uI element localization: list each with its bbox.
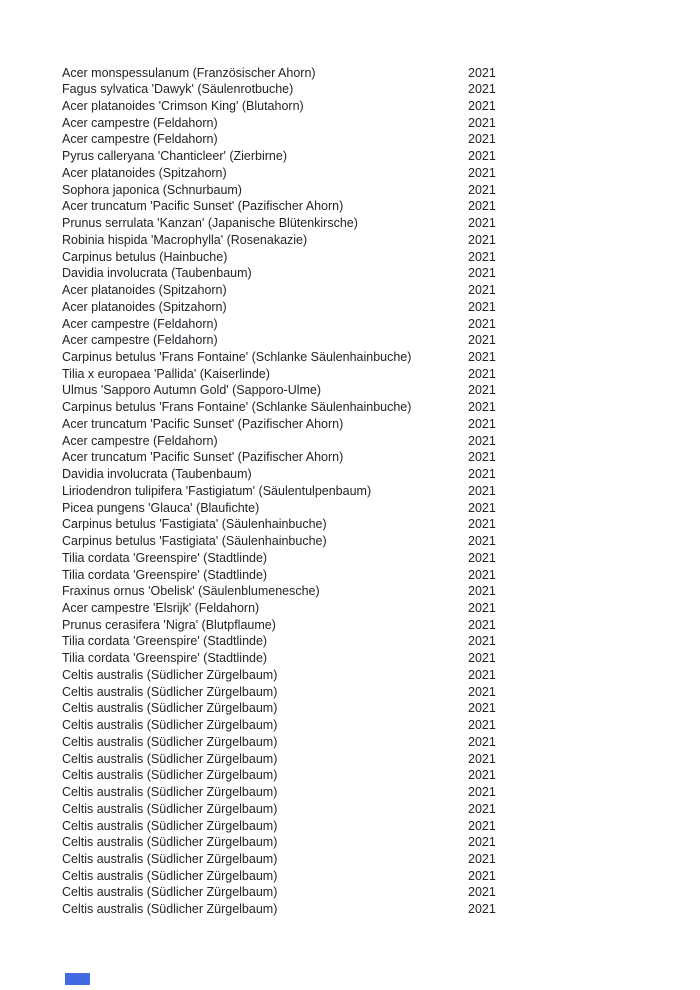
table-row <box>62 868 637 885</box>
table-row <box>62 851 637 868</box>
table-row <box>62 65 637 82</box>
species-cell: Celtis australis (Südlicher Zürgelbaum) <box>62 785 278 800</box>
year-cell: 2021 <box>468 383 496 398</box>
table-row <box>62 650 637 667</box>
species-cell: Celtis australis (Südlicher Zürgelbaum) <box>62 868 278 883</box>
species-cell: Celtis australis (Südlicher Zürgelbaum) <box>62 718 278 733</box>
table-row <box>62 198 637 215</box>
species-cell: Davidia involucrata (Taubenbaum) <box>62 266 252 281</box>
table-row <box>62 215 637 232</box>
species-cell: Pyrus calleryana 'Chanticleer' (Zierbirne) <box>62 149 287 164</box>
table-row <box>62 734 637 751</box>
table-row <box>62 767 637 784</box>
table-row <box>62 550 637 567</box>
year-cell: 2021 <box>468 400 496 415</box>
species-cell: Sophora japonica (Schnurbaum) <box>62 182 242 197</box>
species-cell: Carpinus betulus 'Frans Fontaine' (Schlanke Säulenhainbuche) <box>62 349 412 364</box>
species-cell: Acer campestre (Feldahorn) <box>62 115 218 130</box>
year-cell: 2021 <box>468 718 496 733</box>
table-row <box>62 433 637 450</box>
table-row <box>62 700 637 717</box>
table-row <box>62 98 637 115</box>
year-cell: 2021 <box>468 550 496 565</box>
year-cell: 2021 <box>468 132 496 147</box>
year-cell: 2021 <box>468 768 496 783</box>
species-cell: Celtis australis (Südlicher Zürgelbaum) <box>62 818 278 833</box>
year-cell: 2021 <box>468 534 496 549</box>
species-cell: Picea pungens 'Glauca' (Blaufichte) <box>62 500 260 515</box>
species-cell: Celtis australis (Südlicher Zürgelbaum) <box>62 751 278 766</box>
year-cell: 2021 <box>468 366 496 381</box>
species-cell: Prunus cerasifera 'Nigra' (Blutpflaume) <box>62 617 276 632</box>
table-row <box>62 834 637 851</box>
species-cell: Prunus serrulata 'Kanzan' (Japanische Blütenkirsche) <box>62 216 358 231</box>
table-row <box>62 466 637 483</box>
year-cell: 2021 <box>468 617 496 632</box>
year-cell: 2021 <box>468 835 496 850</box>
species-cell: Acer campestre (Feldahorn) <box>62 316 218 331</box>
table-row <box>62 818 637 835</box>
species-cell: Acer monspessulanum (Französischer Ahorn) <box>62 65 316 80</box>
table-row <box>62 717 637 734</box>
species-cell: Tilia cordata 'Greenspire' (Stadtlinde) <box>62 550 268 565</box>
year-cell: 2021 <box>468 149 496 164</box>
table-row <box>62 500 637 517</box>
year-cell: 2021 <box>468 684 496 699</box>
year-cell: 2021 <box>468 734 496 749</box>
year-cell: 2021 <box>468 232 496 247</box>
year-cell: 2021 <box>468 785 496 800</box>
table-row <box>62 617 637 634</box>
year-cell: 2021 <box>468 868 496 883</box>
year-cell: 2021 <box>468 667 496 682</box>
species-cell: Acer platanoides (Spitzahorn) <box>62 165 227 180</box>
year-cell: 2021 <box>468 801 496 816</box>
year-cell: 2021 <box>468 216 496 231</box>
species-cell: Acer campestre (Feldahorn) <box>62 433 218 448</box>
species-cell: Tilia cordata 'Greenspire' (Stadtlinde) <box>62 567 268 582</box>
table-row <box>62 265 637 282</box>
table-row <box>62 483 637 500</box>
species-cell: Celtis australis (Südlicher Zürgelbaum) <box>62 734 278 749</box>
table-row <box>62 282 637 299</box>
table-row <box>62 165 637 182</box>
year-cell: 2021 <box>468 567 496 582</box>
year-cell: 2021 <box>468 182 496 197</box>
table-row <box>62 784 637 801</box>
year-cell: 2021 <box>468 266 496 281</box>
table-row <box>62 901 637 918</box>
table-row <box>62 382 637 399</box>
year-cell: 2021 <box>468 500 496 515</box>
year-cell: 2021 <box>468 483 496 498</box>
species-cell: Fraxinus ornus 'Obelisk' (Säulenblumenesche) <box>62 584 320 599</box>
year-cell: 2021 <box>468 416 496 431</box>
table-row <box>62 332 637 349</box>
species-cell: Ulmus 'Sapporo Autumn Gold' (Sapporo-Ulme) <box>62 383 322 398</box>
species-cell: Liriodendron tulipifera 'Fastigiatum' (Säulentulpenbaum) <box>62 483 372 498</box>
species-cell: Celtis australis (Südlicher Zürgelbaum) <box>62 768 278 783</box>
table-row <box>62 516 637 533</box>
year-cell: 2021 <box>468 450 496 465</box>
table-row <box>62 567 637 584</box>
table-row <box>62 533 637 550</box>
species-cell: Carpinus betulus 'Fastigiata' (Säulenhainbuche) <box>62 534 327 549</box>
species-cell: Celtis australis (Südlicher Zürgelbaum) <box>62 667 278 682</box>
year-cell: 2021 <box>468 902 496 917</box>
species-cell: Acer campestre (Feldahorn) <box>62 333 218 348</box>
year-cell: 2021 <box>468 333 496 348</box>
species-cell: Celtis australis (Südlicher Zürgelbaum) <box>62 902 278 917</box>
species-cell: Carpinus betulus (Hainbuche) <box>62 249 228 264</box>
year-cell: 2021 <box>468 601 496 615</box>
species-cell: Carpinus betulus 'Fastigiata' (Säulenhainbuche) <box>62 517 327 532</box>
species-cell: Acer platanoides 'Crimson King' (Blutahorn) <box>62 98 304 113</box>
table-row <box>62 366 637 383</box>
species-cell: Tilia cordata 'Greenspire' (Stadtlinde) <box>62 651 268 666</box>
table-row <box>62 633 637 650</box>
year-cell: 2021 <box>468 249 496 264</box>
year-cell: 2021 <box>468 433 496 448</box>
species-cell: Celtis australis (Südlicher Zürgelbaum) <box>62 852 278 867</box>
species-cell: Davidia involucrata (Taubenbaum) <box>62 467 252 482</box>
species-cell: Acer campestre 'Elsrijk' (Feldahorn) <box>62 601 260 615</box>
year-cell: 2021 <box>468 584 496 599</box>
year-cell: 2021 <box>468 98 496 113</box>
year-cell: 2021 <box>468 885 496 900</box>
table-row <box>62 399 637 416</box>
tree-species-list <box>62 65 637 918</box>
species-cell: Robinia hispida 'Macrophylla' (Rosenakazie) <box>62 232 308 247</box>
species-cell: Tilia cordata 'Greenspire' (Stadtlinde) <box>62 634 268 649</box>
species-cell: Acer truncatum 'Pacific Sunset' (Pazifischer Ahorn) <box>62 450 344 465</box>
year-cell: 2021 <box>468 751 496 766</box>
table-row <box>62 884 637 901</box>
table-row <box>62 600 637 617</box>
year-cell: 2021 <box>468 517 496 532</box>
species-cell: Celtis australis (Südlicher Zürgelbaum) <box>62 885 278 900</box>
species-cell: Acer campestre (Feldahorn) <box>62 132 218 147</box>
year-cell: 2021 <box>468 115 496 130</box>
table-row <box>62 316 637 333</box>
species-cell: Acer truncatum 'Pacific Sunset' (Pazifischer Ahorn) <box>62 199 344 214</box>
table-row <box>62 751 637 768</box>
year-cell: 2021 <box>468 283 496 298</box>
table-row <box>62 182 637 199</box>
species-cell: Acer platanoides (Spitzahorn) <box>62 299 227 314</box>
species-cell: Celtis australis (Südlicher Zürgelbaum) <box>62 801 278 816</box>
year-cell: 2021 <box>468 701 496 716</box>
year-cell: 2021 <box>468 199 496 214</box>
year-cell: 2021 <box>468 299 496 314</box>
year-cell: 2021 <box>468 818 496 833</box>
table-row <box>62 801 637 818</box>
year-cell: 2021 <box>468 165 496 180</box>
species-cell: Celtis australis (Südlicher Zürgelbaum) <box>62 835 278 850</box>
partial-button-fragment[interactable] <box>65 973 90 985</box>
table-row <box>62 449 637 466</box>
species-cell: Acer platanoides (Spitzahorn) <box>62 283 227 298</box>
species-cell: Fagus sylvatica 'Dawyk' (Säulenrotbuche) <box>62 82 294 97</box>
table-row <box>62 684 637 701</box>
year-cell: 2021 <box>468 349 496 364</box>
species-cell: Carpinus betulus 'Frans Fontaine' (Schlanke Säulenhainbuche) <box>62 400 412 415</box>
table-row <box>62 249 637 266</box>
table-row <box>62 131 637 148</box>
table-row <box>62 115 637 132</box>
year-cell: 2021 <box>468 634 496 649</box>
species-cell: Celtis australis (Südlicher Zürgelbaum) <box>62 701 278 716</box>
table-row <box>62 667 637 684</box>
year-cell: 2021 <box>468 65 496 80</box>
table-row <box>62 299 637 316</box>
table-row <box>62 148 637 165</box>
table-row <box>62 81 637 98</box>
table-row <box>62 349 637 366</box>
year-cell: 2021 <box>468 852 496 867</box>
year-cell: 2021 <box>468 82 496 97</box>
year-cell: 2021 <box>468 467 496 482</box>
year-cell: 2021 <box>468 316 496 331</box>
table-row <box>62 583 637 600</box>
species-cell: Celtis australis (Südlicher Zürgelbaum) <box>62 684 278 699</box>
species-cell: Tilia x europaea 'Pallida' (Kaiserlinde) <box>62 366 270 381</box>
table-row <box>62 416 637 433</box>
species-cell: Acer truncatum 'Pacific Sunset' (Pazifischer Ahorn) <box>62 416 344 431</box>
year-cell: 2021 <box>468 651 496 666</box>
table-row <box>62 232 637 249</box>
